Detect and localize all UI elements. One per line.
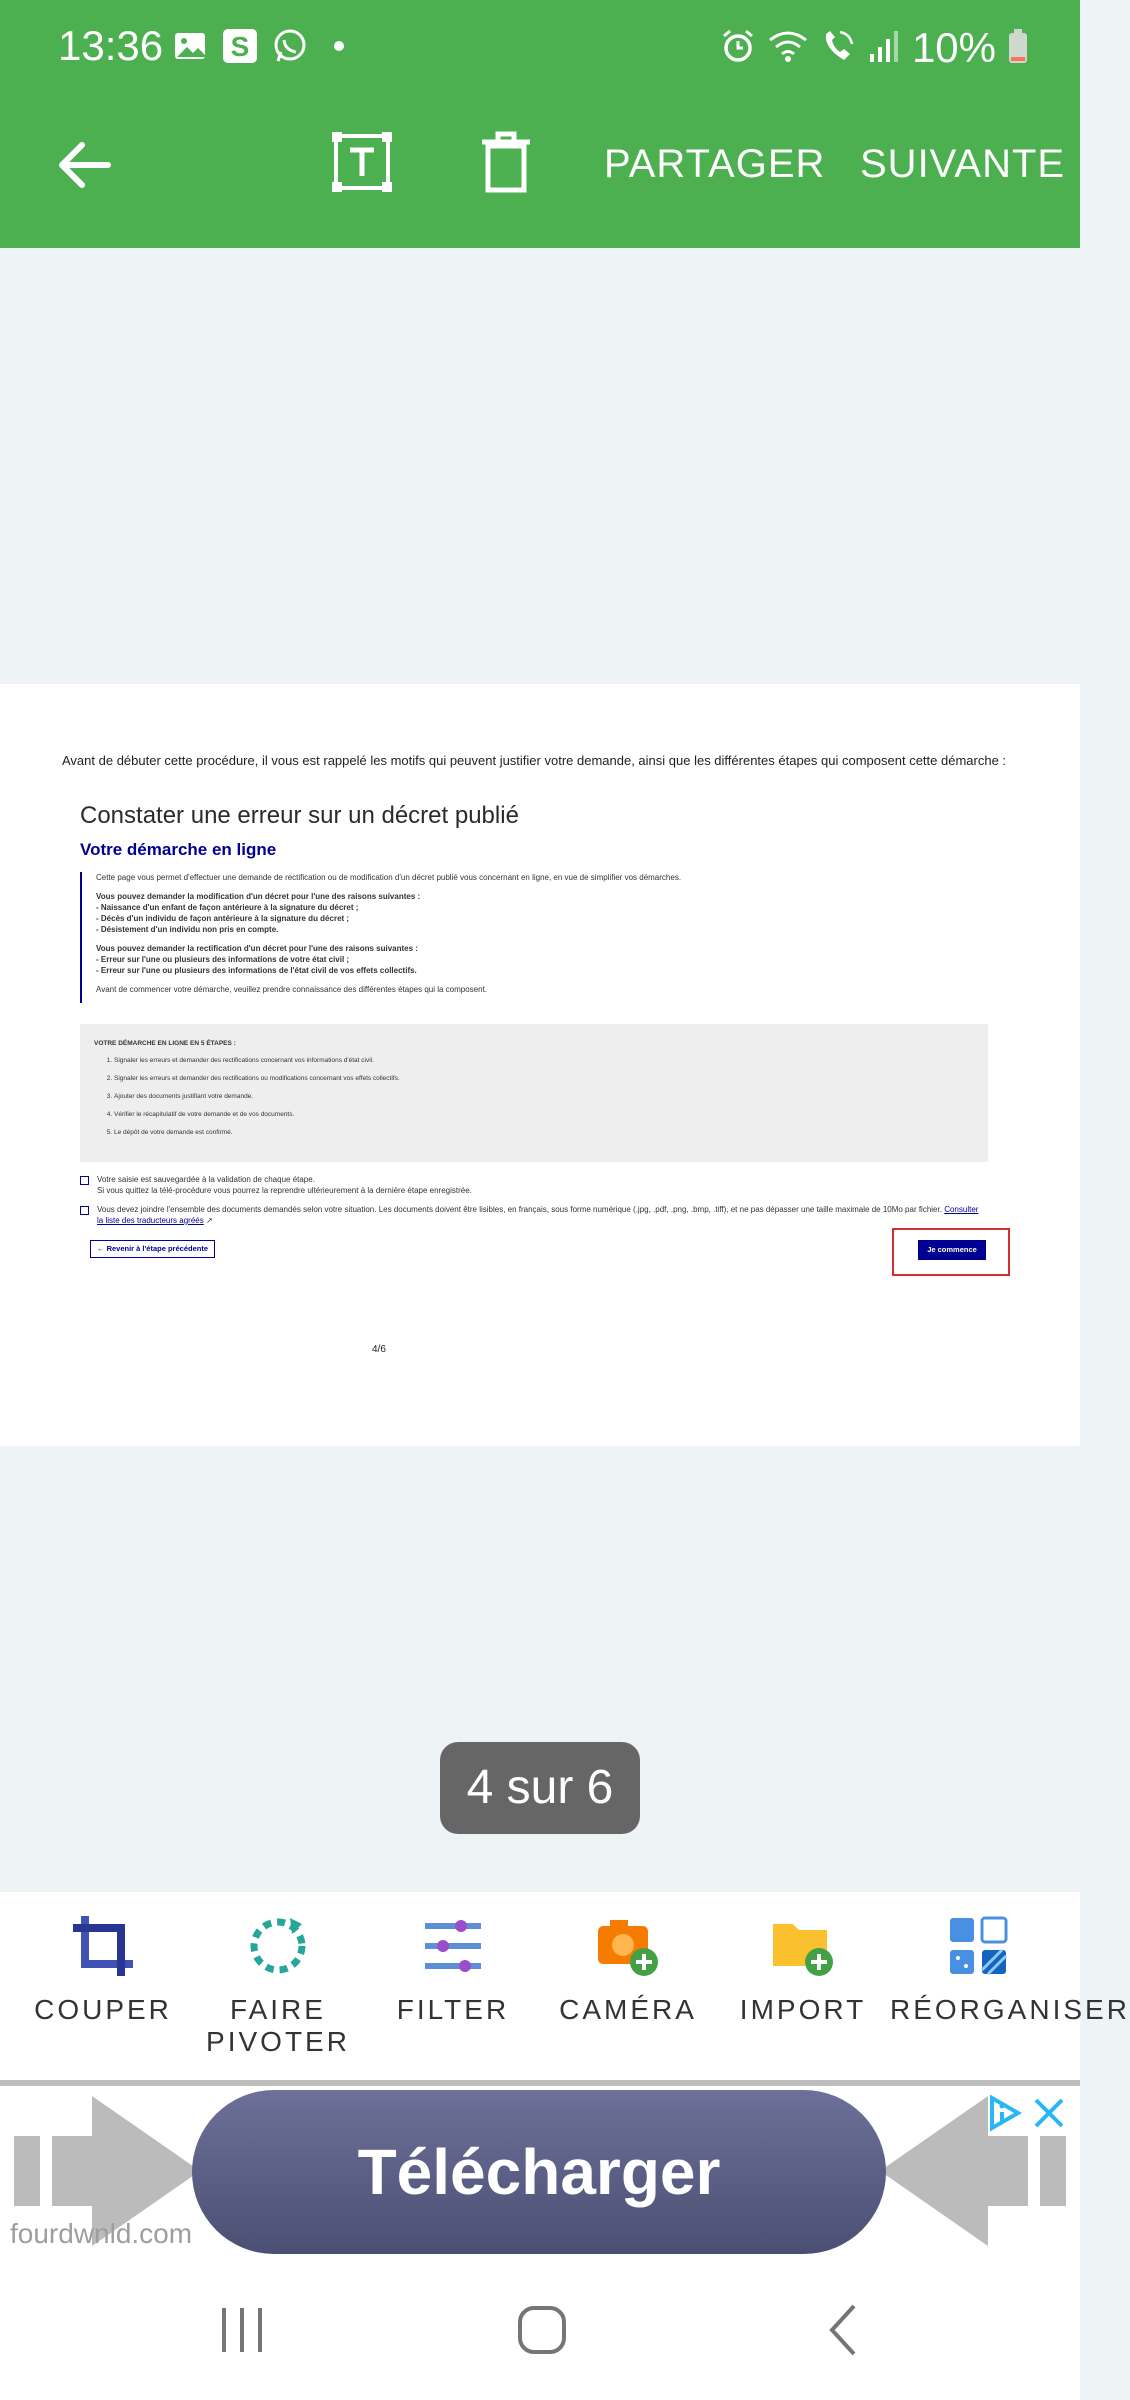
doc-modification-heading: Vous pouvez demander la modification d'un décret pour l'une des raisons suivantes : bbox=[96, 892, 421, 901]
doc-reason: - Erreur sur l'une ou plusieurs des informations de l'état civil de vos effets collectifs. bbox=[96, 966, 417, 975]
doc-title: Constater une erreur sur un décret publié bbox=[80, 802, 519, 829]
svg-text:S: S bbox=[230, 31, 250, 62]
doc-page-number: 4/6 bbox=[372, 1344, 386, 1355]
doc-rectification-reasons bbox=[96, 943, 980, 976]
reorganize-button[interactable] bbox=[890, 1914, 1130, 2026]
document-page[interactable] bbox=[0, 684, 1080, 1446]
edit-toolbar bbox=[0, 1892, 1130, 2080]
alarm-icon bbox=[720, 28, 756, 69]
ad-download-button[interactable]: Télécharger bbox=[192, 2090, 886, 2254]
translators-link[interactable]: Consulter la liste des traducteurs agréés bbox=[97, 1205, 979, 1225]
status-bar bbox=[0, 0, 1080, 100]
toolbar-label: FAIRE PIVOTER bbox=[206, 1994, 350, 2057]
signal-icon bbox=[868, 28, 900, 69]
rotate-button[interactable] bbox=[190, 1914, 366, 2058]
doc-subtitle: Votre démarche en ligne bbox=[80, 840, 277, 859]
ad-source: fourdwnld.com bbox=[10, 2218, 193, 2249]
doc-documents-note-text: Vous devez joindre l'ensemble des documents demandés selon votre situation. Les documents doivent être lisibles, en français, sous forme numérique (.jpg, .pdf, .png, .bmp, .tiff), et ne pas dépasser une taille maximale de 10Mo par fichier. Consulter la liste des traducteurs agréés ↗ bbox=[97, 1205, 979, 1225]
doc-note-line: Votre saisie est sauvegardée à la validation de chaque étape. bbox=[97, 1175, 315, 1184]
toolbar-label: IMPORT bbox=[739, 1994, 867, 2025]
documents-icon bbox=[80, 1206, 89, 1215]
toolbar-label: RÉORGANISER bbox=[890, 1994, 1130, 2025]
filter-button[interactable] bbox=[365, 1914, 541, 2026]
camera-icon bbox=[596, 1914, 660, 1978]
gallery-notification-icon bbox=[172, 28, 208, 64]
doc-steps-box bbox=[80, 1024, 988, 1162]
start-button[interactable]: Je commence bbox=[918, 1240, 986, 1260]
toolbar-label: COUPER bbox=[34, 1994, 172, 2025]
doc-note-line: Vous devez joindre l'ensemble des documents demandés selon votre situation. Les documents doivent être lisibles, en français, sous forme numérique (.jpg, .pdf, .png, .bmp, .tiff), et ne pas dépasser une taille maximale de 10Mo par fichier. bbox=[97, 1205, 942, 1214]
ad-choices-icon[interactable] bbox=[986, 2094, 1024, 2132]
whatsapp-notification-icon bbox=[272, 28, 308, 64]
doc-reason: - Erreur sur l'une ou plusieurs des informations de votre état civil ; bbox=[96, 955, 350, 964]
doc-note-line: Si vous quittez la télé-procédure vous pourrez la reprendre ultérieurement à la dernière étape enregistrée. bbox=[97, 1186, 472, 1195]
more-notifications-dot-icon bbox=[334, 41, 344, 51]
recent-apps-icon[interactable] bbox=[212, 2300, 272, 2360]
doc-modification-reasons bbox=[96, 891, 980, 935]
status-time: 13:36 bbox=[58, 22, 164, 69]
rotate-icon bbox=[246, 1914, 310, 1978]
doc-rectification-heading: Vous pouvez demander la rectification d'un décret pour l'une des raisons suivantes : bbox=[96, 944, 418, 953]
doc-steps-title: VOTRE DÉMARCHE EN LIGNE EN 5 ÉTAPES : bbox=[94, 1040, 236, 1047]
doc-reason: - Naissance d'un enfant de façon antérieure à la signature du décret ; bbox=[96, 903, 359, 912]
text-tool-icon[interactable] bbox=[330, 130, 394, 194]
doc-save-note-text bbox=[97, 1174, 472, 1196]
battery-level: 10% bbox=[911, 24, 996, 71]
delete-icon[interactable] bbox=[478, 130, 534, 194]
doc-step-item: 4. Vérifier le récapitulatif de votre demande et de vos documents. bbox=[114, 1111, 974, 1118]
back-arrow-icon[interactable] bbox=[50, 130, 120, 200]
ad-banner[interactable] bbox=[0, 2086, 1080, 2254]
next-button[interactable]: SUIVANTE bbox=[860, 142, 1066, 186]
system-status-icons bbox=[720, 24, 1028, 72]
battery-icon bbox=[1008, 28, 1028, 69]
doc-step-item: 1. Signaler les erreurs et demander des rectifications concernant vos informations d'état civil. bbox=[114, 1057, 974, 1064]
wifi-icon bbox=[768, 28, 808, 69]
system-navigation-bar bbox=[0, 2254, 1080, 2400]
doc-step-item: 3. Ajouter des documents justifiant votre demande. bbox=[114, 1093, 974, 1100]
doc-step-item: 5. Le dépôt de votre demande est confirmé. bbox=[114, 1129, 974, 1136]
app-toolbar bbox=[0, 110, 1080, 230]
doc-reason: - Décès d'un individu de façon antérieure à la signature du décret ; bbox=[96, 914, 350, 923]
crop-button[interactable] bbox=[15, 1914, 191, 2026]
s-app-notification-icon bbox=[222, 28, 258, 64]
doc-documents-note bbox=[80, 1204, 980, 1226]
doc-paragraph: Cette page vous permet d'effectuer une demande de rectification ou de modification d'un décret publié vous concernant en ligne, en vue de simplifier vos démarches. bbox=[96, 873, 682, 882]
save-icon bbox=[80, 1176, 89, 1185]
doc-save-note bbox=[80, 1174, 980, 1196]
toolbar-label: FILTER bbox=[396, 1994, 510, 2025]
import-icon bbox=[771, 1914, 835, 1978]
back-nav-icon[interactable] bbox=[814, 2300, 874, 2360]
home-icon[interactable] bbox=[512, 2300, 572, 2360]
ad-close-icon[interactable] bbox=[1030, 2094, 1068, 2132]
crop-icon bbox=[71, 1914, 135, 1978]
doc-step-item: 2. Signaler les erreurs et demander des rectifications ou modifications concernant vos effets collectifs. bbox=[114, 1075, 974, 1082]
app-header bbox=[0, 0, 1080, 248]
toolbar-label: CAMÉRA bbox=[559, 1994, 697, 2025]
filter-icon bbox=[421, 1914, 485, 1978]
import-button[interactable] bbox=[715, 1914, 891, 2026]
reorganize-icon bbox=[946, 1914, 1010, 1978]
previous-step-button[interactable]: ← Revenir à l'étape précédente bbox=[90, 1240, 215, 1258]
page-indicator: 4 sur 6 bbox=[440, 1742, 640, 1834]
share-button[interactable]: PARTAGER bbox=[604, 142, 826, 186]
camera-button[interactable] bbox=[540, 1914, 716, 2026]
doc-paragraph: Avant de commencer votre démarche, veuillez prendre connaissance des différentes étapes qui la composent. bbox=[96, 985, 488, 994]
wifi-call-icon bbox=[820, 28, 856, 69]
doc-steps-list bbox=[94, 1057, 974, 1136]
notification-icons bbox=[172, 28, 344, 64]
doc-intro-text: Avant de débuter cette procédure, il vous est rappelé les motifs qui peuvent justifier votre demande, ainsi que les différentes étapes qui composent cette démarche : bbox=[62, 753, 1007, 768]
doc-reason: - Désistement d'un individu non pris en compte. bbox=[96, 925, 279, 934]
doc-explanation-block bbox=[80, 872, 980, 1003]
